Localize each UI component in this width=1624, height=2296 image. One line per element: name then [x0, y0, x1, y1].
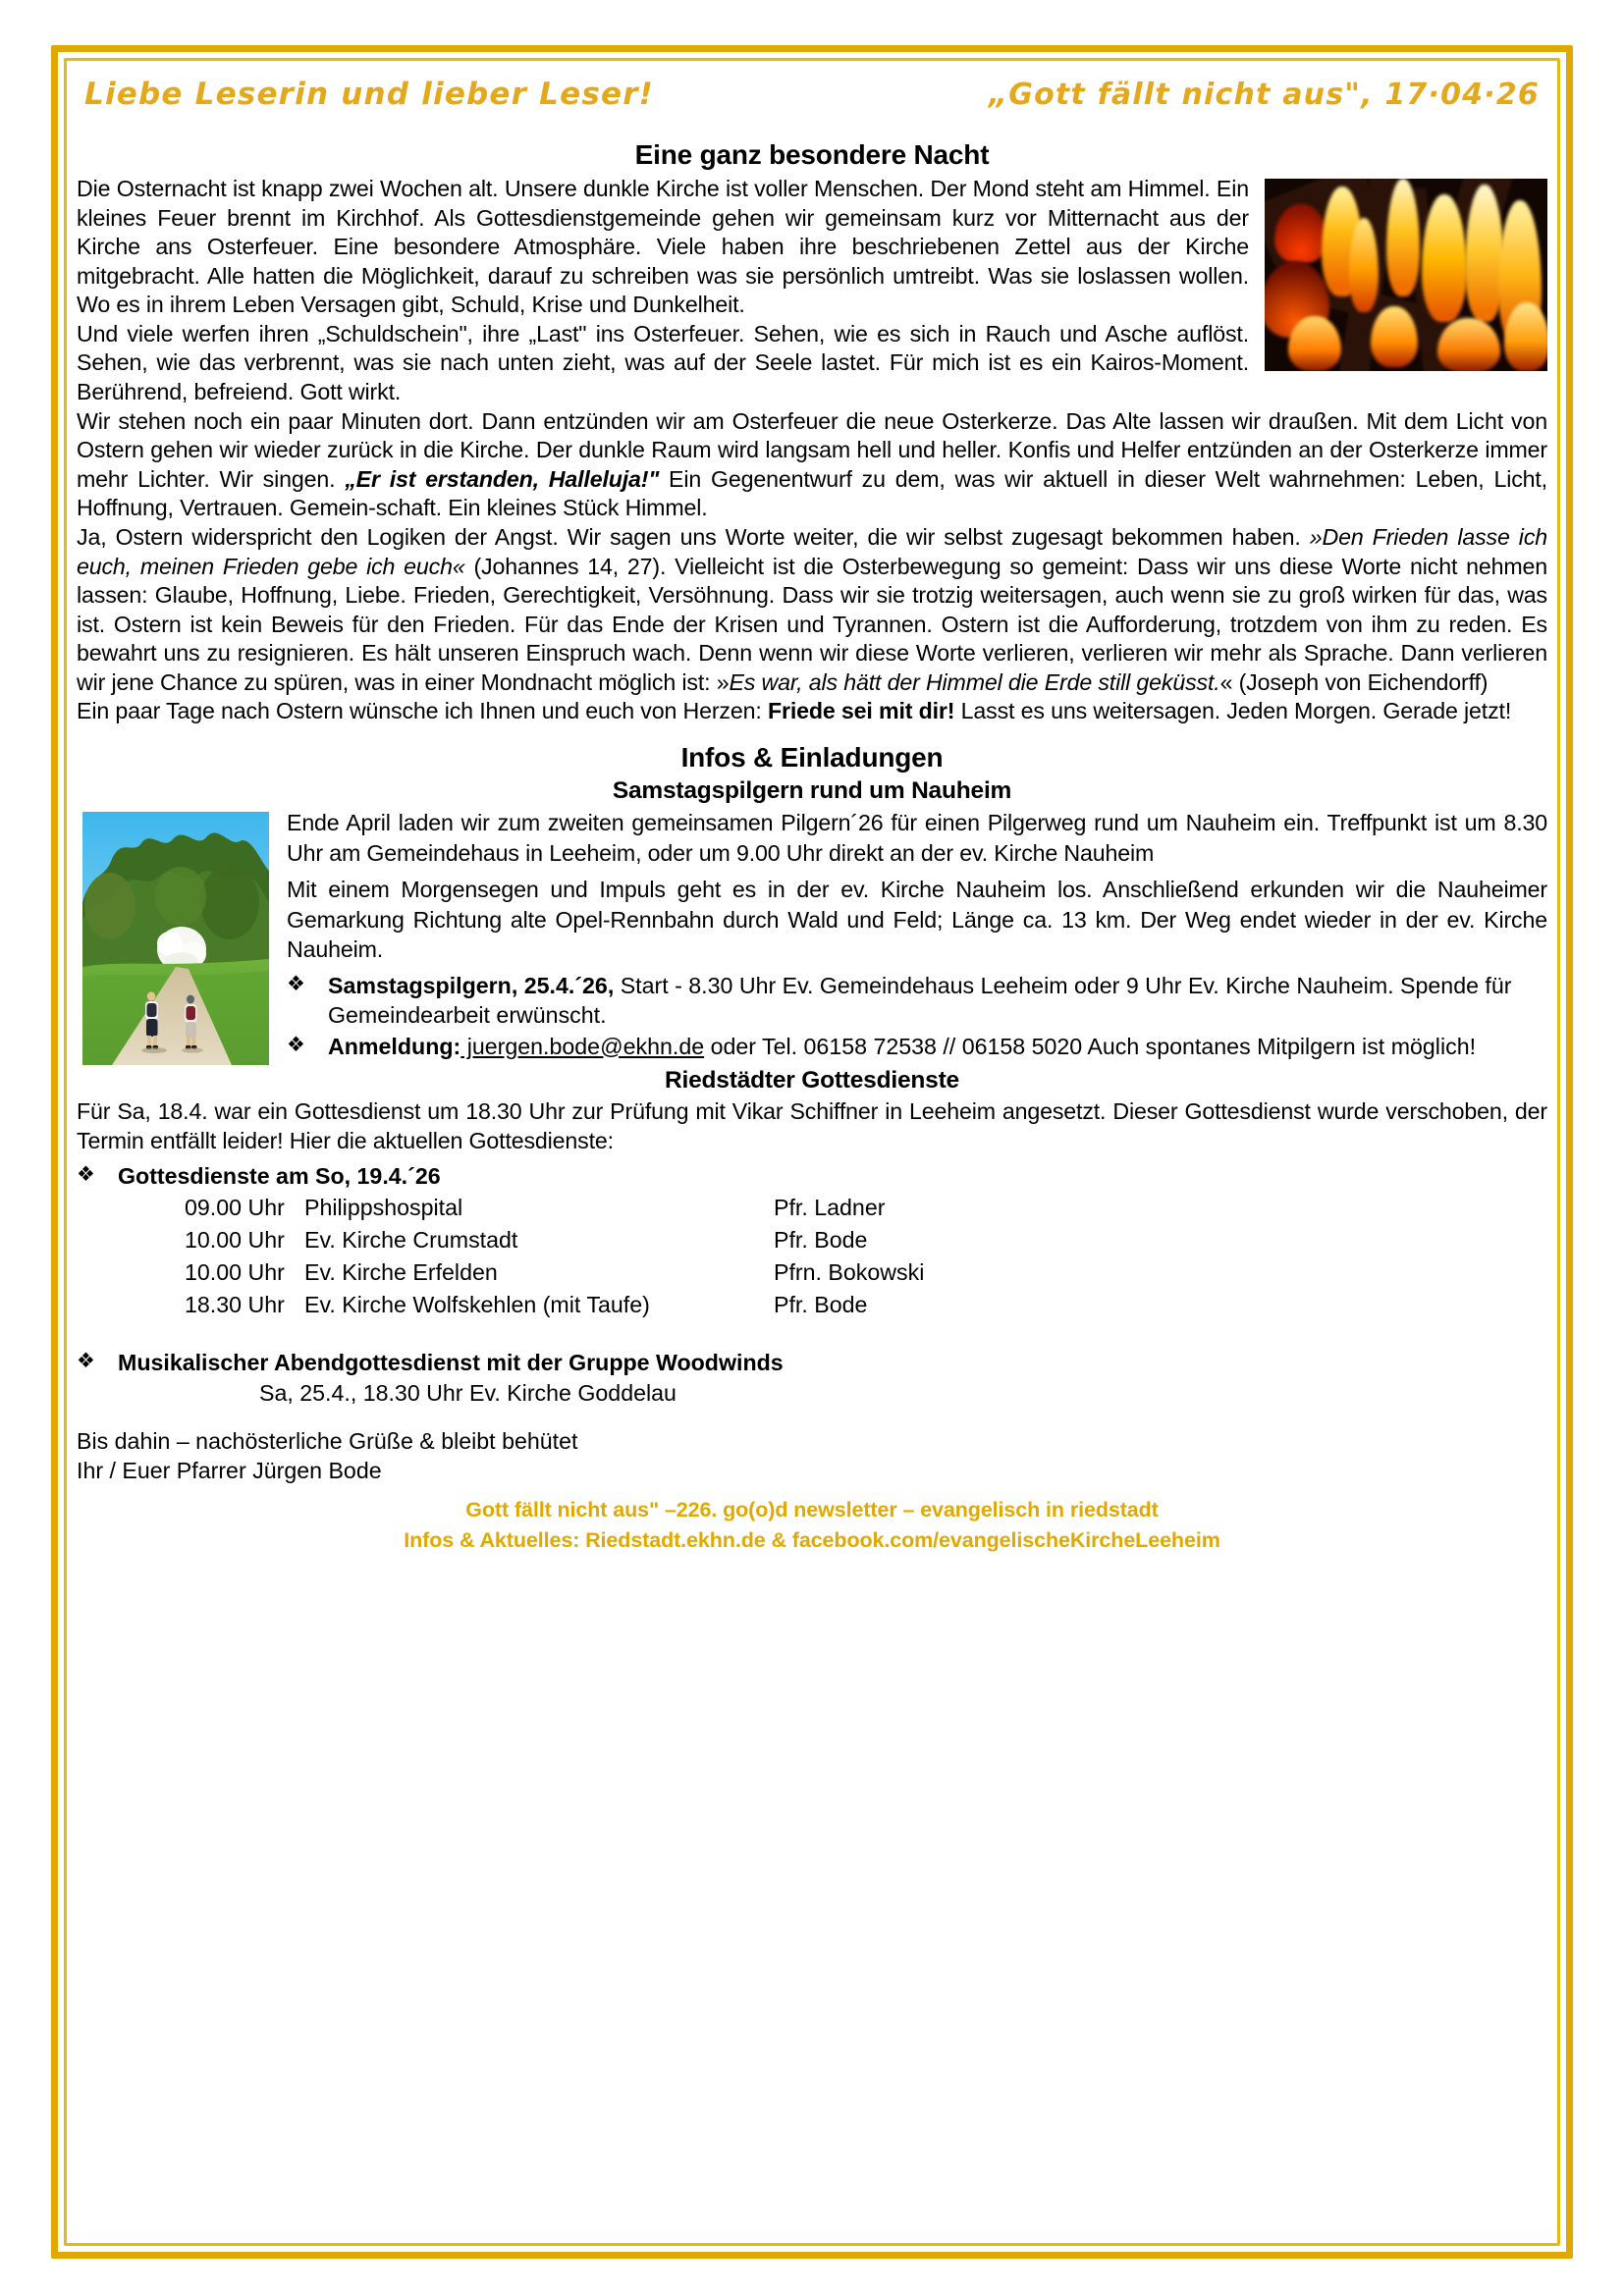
footer-line-2: Infos & Aktuelles: Riedstadt.ekhn.de & facebook.com/evangelischeKircheLeeheim [404, 1527, 1220, 1552]
article-p5-blessing: Friede sei mit dir! [767, 698, 955, 724]
article-p5-text-b: Lasst es uns weitersagen. Jeden Morgen. Gerade jetzt! [954, 698, 1512, 724]
article-p3-text-a: Wir stehen noch ein paar Minuten dort. Dann entzünden wir am Osterfeuer die neue Osterkerze. Das Alte lassen wir draußen. Mit dem Licht von Ostern gehen wir wieder zurück in die Kirche. Der dunkle Raum wird langsam hell und heller. Konfis und Helfer entzünden an der Osterkerze immer mehr Lichter. Wir singen. [77, 407, 1547, 492]
article-p2-text: Und viele werfen ihren „Schuldschein", ihre „Last" ins Osterfeuer. Sehen, wie es sich in Rauch und Asche auflöst. Sehen, wie das verbrennt, was sie nach unten zieht, was auf der Seele lastet. Für mich ist es ein Kairos-Moment. Berührend, befreiend. Gott wirkt. [77, 320, 1249, 405]
pilger-paragraph-1: Ende April laden wir zum zweiten gemeinsamen Pilgern´26 für einen Pilgerweg rund um Nauheim ein. Treffpunkt ist um 8.30 Uhr am Gemeindehaus in Leeheim, oder um 9.00 Uhr direkt an der ev. Kirche Nauheim [287, 809, 1547, 866]
hikers-illustration [82, 812, 269, 1065]
header [77, 69, 1547, 137]
service-pastor: Pfr. Ladner [774, 1195, 886, 1221]
article-p4-text-a: Ja, Ostern widerspricht den Logiken der Angst. Wir sagen uns Worte weiter, die wir selbst zugesagt bekommen haben. [77, 523, 1310, 550]
table-row [185, 1290, 924, 1322]
article-paragraph-5 [77, 697, 1547, 726]
pilger-paragraph-2: Mit einem Morgensegen und Impuls geht es in der ev. Kirche Nauheim los. Anschließend erkunden wir die Nauheimer Gemarkung Richtung alte Opel-Rennbahn durch Wald und Feld; Länge ca. 13 km. Der Weg endet wieder in der ev. Kirche Nauheim. [287, 876, 1547, 963]
table-row [185, 1225, 924, 1257]
gottesdienste-heading-1-list [77, 1161, 1547, 1191]
diamond-bullet-icon: ❖ [77, 1349, 95, 1372]
list-item [77, 1161, 1547, 1191]
pilger-bullet-1 [328, 971, 1547, 1030]
pilger-bullet-2-text: oder Tel. 06158 72538 // 06158 5020 Auch spontanes Mitpilgern ist möglich! [704, 1033, 1477, 1059]
service-times-table [185, 1193, 924, 1321]
diamond-bullet-icon: ❖ [77, 1163, 95, 1187]
bonfire-image [1265, 179, 1547, 371]
footer [77, 1495, 1547, 1555]
table-row [185, 1193, 924, 1225]
header-greeting: Liebe Leserin und lieber Leser! [84, 77, 655, 112]
article-p1-text: Die Osternacht ist knapp zwei Wochen alt. Unsere dunkle Kirche ist voller Menschen. Der Mond steht am Himmel. Ein kleines Feuer brennt im Kirchhof. Als Gottesdienstgemeinde gehen wir gemeinsam kurz vor Mitternacht aus der Kirche ans Osterfeuer. Eine besondere Atmosphäre. Viele haben ihre beschriebenen Zettel aus der Kirche mitgebracht. Alle hatten die Möglichkeit, darauf zu schreiben was sie persönlich umtreibt. Was sie loslassen wollen. Wo es in ihrem Leben Versagen gibt, Schuld, Krise und Dunkelheit. [77, 176, 1249, 318]
service-time: 10.00 Uhr [185, 1259, 285, 1286]
service-place: Ev. Kirche Erfelden [304, 1259, 498, 1286]
service-pastor: Pfr. Bode [774, 1227, 868, 1254]
diamond-bullet-icon: ❖ [287, 1033, 305, 1056]
footer-line-1: Gott fällt nicht aus" –226. go(o)d newsletter – evangelisch in riedstadt [465, 1498, 1159, 1522]
pilger-bullet-1-text: Start - 8.30 Uhr Ev. Gemeindehaus Leeheim oder 9 Uhr Ev. Kirche Nauheim. Spende für Gemeindearbeit erwünscht. [328, 973, 1512, 1029]
pilger-bullet-2 [328, 1032, 1547, 1061]
service-time: 09.00 Uhr [185, 1195, 285, 1221]
article-p3-quote: „Er ist erstanden, Halleluja!" [345, 465, 660, 492]
table-row [185, 1257, 924, 1290]
list-item [287, 971, 1547, 1030]
service-place: Philippshospital [304, 1195, 463, 1221]
service-place: Ev. Kirche Crumstadt [304, 1227, 518, 1254]
gottesdienste-heading-1: Gottesdienste am So, 19.4.´26 [118, 1163, 441, 1190]
article-p4-text-c: « (Joseph von Eichendorff) [1219, 668, 1489, 695]
service-pastor: Pfr. Bode [774, 1291, 868, 1317]
infos-title: Infos & Einladungen [680, 741, 944, 773]
service-pastor: Pfrn. Bokowski [774, 1259, 925, 1286]
gottesdienste-heading-2-sub: Sa, 25.4., 18.30 Uhr Ev. Kirche Goddelau [259, 1379, 677, 1406]
gottesdienste-subtitle: Riedstädter Gottesdienste [665, 1066, 959, 1094]
hikers-image [82, 812, 269, 1065]
pilger-subtitle: Samstagspilgern rund um Nauheim [612, 776, 1012, 804]
gottesdienste-heading-2-list [77, 1348, 1547, 1377]
list-item [287, 1032, 1547, 1061]
pilger-bullet-1-label: Samstagspilgern, 25.4.´26, [328, 973, 615, 999]
article-p4-text-b: (Johannes 14, 27). Vielleicht ist die Osterbewegung so gemeint: Dass wir uns diese Worte nicht nehmen lassen: Glaube, Hoffnung, Liebe. Frieden, Gerechtigkeit, Versöhnung. Dass wir sie trotzig weitersagen, auch wenn sie zu groß wirken für das, was ist. Ostern ist kein Beweis für den Frieden. Für das Ende der Krisen und Tyrannen. Ostern ist die Aufforderung, trotzdem von ihm zu reden. Es bewahrt uns zu resignieren. Es hält unseren Einspruch wach. Denn wenn wir diese Worte verlieren, verlieren wir mehr als Sprache. Dann verlieren wir jene Chance zu spüren, was in einer Mondnacht möglich ist: » [77, 553, 1547, 695]
gottesdienste-heading-2: Musikalischer Abendgottesdienst mit der Gruppe Woodwinds [118, 1349, 784, 1375]
article-paragraph-4 [77, 523, 1547, 697]
closing-line-1: Bis dahin – nachösterliche Grüße & bleibt behütet [77, 1427, 578, 1454]
closing-line-2: Ihr / Euer Pfarrer Jürgen Bode [77, 1457, 382, 1483]
email-link[interactable]: juergen.bode@ekhn.de [460, 1033, 705, 1059]
article-title: Eine ganz besondere Nacht [634, 139, 990, 170]
pilger-bullet-list [77, 971, 1547, 1060]
gottesdienste-intro: Für Sa, 18.4. war ein Gottesdienst um 18.30 Uhr zur Prüfung mit Vikar Schiffner in Leeheim angesetzt. Dieser Gottesdienst wurde verschoben, der Termin entfällt leider! Hier die aktuellen Gottesdienste: [77, 1097, 1547, 1153]
article-paragraph-3 [77, 407, 1547, 523]
page-content [77, 69, 1547, 2228]
service-time: 18.30 Uhr [185, 1291, 285, 1317]
diamond-bullet-icon: ❖ [287, 973, 305, 996]
article-p3-text-b: Ein Gegenentwurf zu dem, was wir aktuell in dieser Welt wahrnehmen: Leben, Licht, Hoffnung, Vertrauen. Gemein-schaft. Ein kleines Stück Himmel. [77, 465, 1547, 521]
service-time: 10.00 Uhr [185, 1227, 285, 1254]
article-p5-text-a: Ein paar Tage nach Ostern wünsche ich Ihnen und euch von Herzen: [77, 698, 768, 724]
header-issue: „Gott fällt nicht aus", 17·04·26 [988, 78, 1540, 112]
article-p4-bible-quote: »Den Frieden lasse ich euch, meinen Frieden gebe ich euch« [77, 523, 1548, 579]
article-p4-eichendorff-quote: Es war, als hätt der Himmel die Erde still geküsst. [729, 668, 1220, 695]
list-item [77, 1348, 1547, 1377]
service-place: Ev. Kirche Wolfskehlen (mit Taufe) [304, 1291, 650, 1317]
pilger-bullet-2-label: Anmeldung: [328, 1033, 461, 1059]
